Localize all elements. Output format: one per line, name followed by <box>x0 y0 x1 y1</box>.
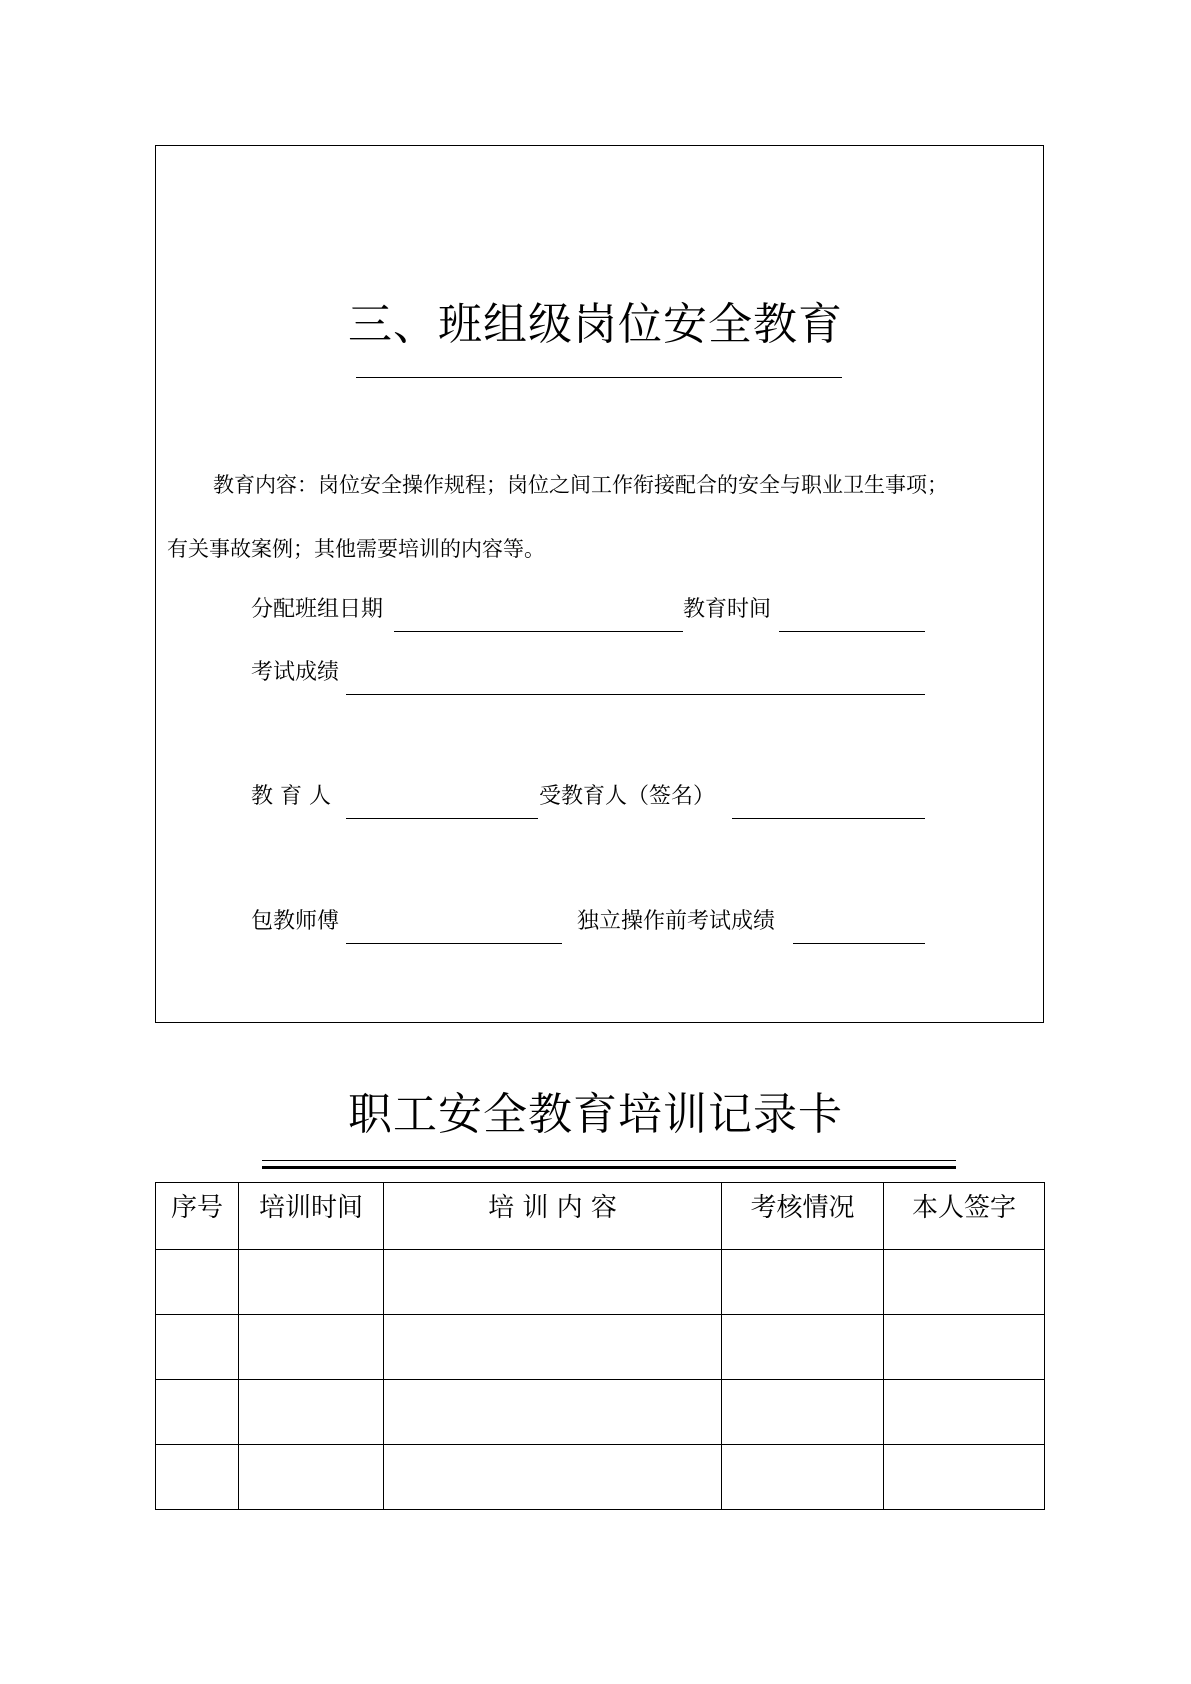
table-cell[interactable] <box>239 1380 384 1445</box>
trainee-sign-field[interactable] <box>732 818 925 819</box>
title-underline <box>356 377 842 378</box>
table-cell[interactable] <box>156 1445 239 1510</box>
table-header-row <box>156 1183 1045 1250</box>
col-header-index: 序号 <box>156 1183 239 1250</box>
col-header-signature: 本人签字 <box>884 1183 1045 1250</box>
col-header-content: 培 训 内 容 <box>384 1183 722 1250</box>
mentor-label: 包教师傅 <box>251 909 340 934</box>
table-cell[interactable] <box>156 1380 239 1445</box>
table-cell[interactable] <box>884 1445 1045 1510</box>
section-title: 三、班组级岗位安全教育 <box>348 299 843 350</box>
exam-score-field[interactable] <box>346 694 925 695</box>
table-cell[interactable] <box>722 1250 884 1315</box>
trainee-sign-label: 受教育人（签名） <box>539 784 716 809</box>
table-cell[interactable] <box>384 1445 722 1510</box>
table-cell[interactable] <box>722 1380 884 1445</box>
educator-label: 教 育 人 <box>251 784 331 809</box>
table-cell[interactable] <box>156 1315 239 1380</box>
table-cell[interactable] <box>384 1250 722 1315</box>
assign-date-field[interactable] <box>394 631 683 632</box>
table-cell[interactable] <box>884 1380 1045 1445</box>
table-cell[interactable] <box>884 1250 1045 1315</box>
table-cell[interactable] <box>384 1315 722 1380</box>
table-cell[interactable] <box>384 1380 722 1445</box>
record-card-title: 职工安全教育培训记录卡 <box>348 1089 843 1140</box>
table-cell[interactable] <box>722 1445 884 1510</box>
table-cell[interactable] <box>239 1445 384 1510</box>
table-row <box>156 1380 1045 1445</box>
mentor-field[interactable] <box>346 943 562 944</box>
training-record-table <box>155 1182 1045 1510</box>
table-row <box>156 1445 1045 1510</box>
col-header-time: 培训时间 <box>239 1183 384 1250</box>
table-cell[interactable] <box>722 1315 884 1380</box>
edu-time-field[interactable] <box>779 631 925 632</box>
table-cell[interactable] <box>239 1315 384 1380</box>
exam-score-label: 考试成绩 <box>251 660 340 685</box>
title-double-rule-top <box>262 1160 956 1161</box>
table-row <box>156 1250 1045 1315</box>
content-line-2: 有关事故案例；其他需要培训的内容等。 <box>167 537 545 561</box>
table-cell[interactable] <box>239 1250 384 1315</box>
col-header-assessment: 考核情况 <box>722 1183 884 1250</box>
content-line-1: 教育内容：岗位安全操作规程；岗位之间工作衔接配合的安全与职业卫生事项； <box>213 473 948 497</box>
educator-field[interactable] <box>346 818 538 819</box>
title-double-rule-bottom <box>262 1166 956 1169</box>
table-row <box>156 1315 1045 1380</box>
table-cell[interactable] <box>156 1250 239 1315</box>
assign-date-label: 分配班组日期 <box>251 597 384 622</box>
table-cell[interactable] <box>884 1315 1045 1380</box>
pre-op-exam-label: 独立操作前考试成绩 <box>577 909 776 934</box>
edu-time-label: 教育时间 <box>683 597 772 622</box>
pre-op-exam-field[interactable] <box>793 943 925 944</box>
section-frame <box>155 145 1044 1023</box>
